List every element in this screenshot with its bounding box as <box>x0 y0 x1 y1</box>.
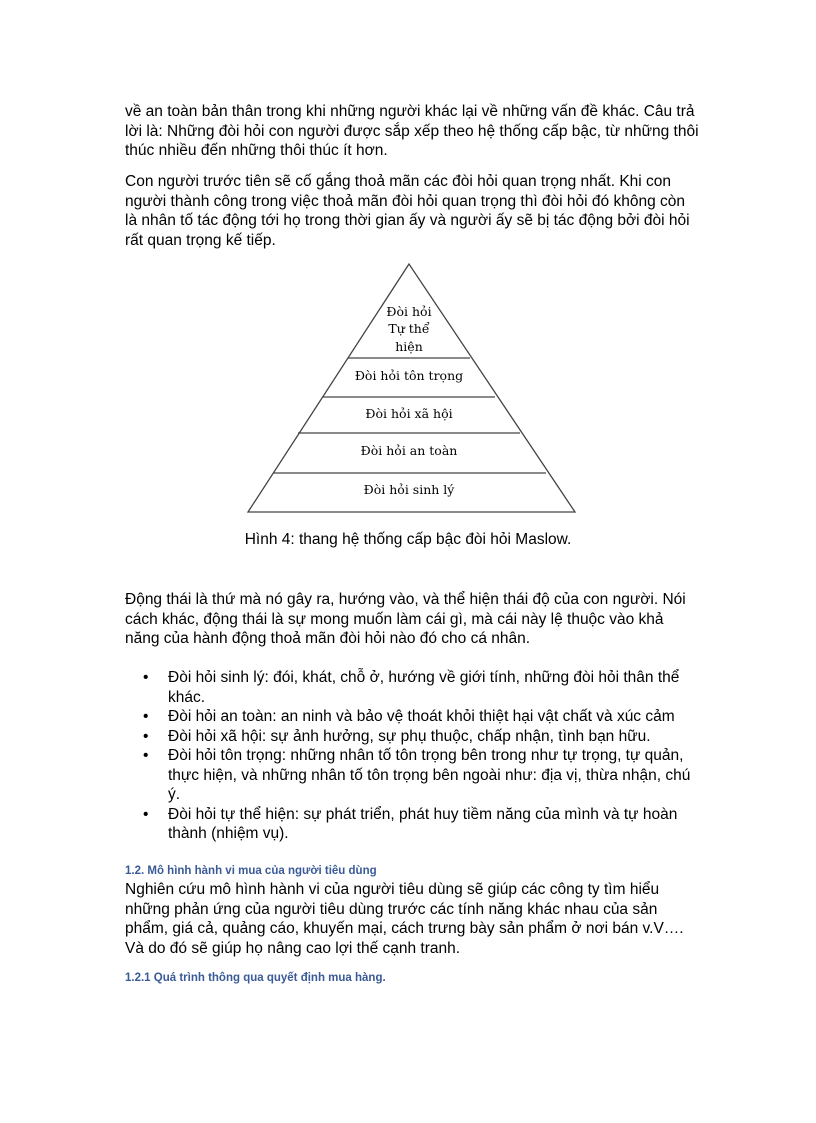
bullet-marker: • <box>143 805 149 823</box>
maslow-pyramid <box>238 258 583 516</box>
bullet-marker: • <box>143 727 149 745</box>
figure-caption: Hình 4: thang hệ thống cấp bậc đòi hỏi Maslow. <box>244 531 572 548</box>
paragraph-consumer-research: Nghiên cứu mô hình hành vi của người tiêu dùng sẽ giúp các công ty tìm hiểu những phản ứng của người tiêu dùng trước các tính năng khác nhau của sản phẩm, giá cả, quảng cáo, khuyến mại, cách trưng bày sản phẩm ở nơi bán v.V…. Và do đó sẽ giúp họ nâng cao lợi thế cạnh tranh. <box>125 881 684 957</box>
list-item-text: Đòi hỏi sinh lý: đói, khát, chỗ ở, hướng về giới tính, những đòi hỏi thân thể khác. <box>168 669 680 706</box>
pyramid-tier-safety: Đòi hỏi an toàn <box>360 443 458 458</box>
needs-bullet-list <box>125 668 700 844</box>
bullet-marker: • <box>143 747 149 764</box>
list-item-text: Đòi hỏi tôn trọng: những nhân tố tôn trọng bên trong như tự trọng, tự quản, thực hiện, và những nhân tố tôn trọng bên ngoài như: địa vị, thừa nhận, chú ý. <box>168 747 691 803</box>
list-item-text: Đòi hỏi xã hội: sự ảnh hưởng, sự phụ thuộc, chấp nhận, tình bạn hữu. <box>168 727 651 745</box>
pyramid-outline <box>248 264 575 512</box>
section-heading-consumer-model: 1.2. Mô hình hành vi mua của người tiêu dùng <box>125 865 377 877</box>
list-item <box>125 707 700 727</box>
subsection-heading-purchase-decision: 1.2.1 Quá trình thông qua quyết định mua hàng. <box>125 972 386 984</box>
bullet-marker: • <box>143 669 149 686</box>
list-item <box>125 805 700 844</box>
paragraph-intro: về an toàn bản thân trong khi những người khác lại về những vấn đề khác. Câu trả lời là: Những đòi hỏi con người được sắp xếp theo hệ thống cấp bậc, từ những thôi thúc nhiều đến những thôi thúc ít hơn. <box>125 103 699 159</box>
pyramid-top-label-line2: Tự thể <box>388 321 430 336</box>
paragraph-needs-priority: Con người trước tiên sẽ cố gắng thoả mãn các đòi hỏi quan trọng nhất. Khi con người thành công trong việc thoả mãn đòi hỏi quan trọng thì đòi hỏi đó không còn là nhân tố tác động tới họ trong thời gian ấy và người ấy sẽ bị tác động bởi đòi hỏi rất quan trọng kế tiếp. <box>125 173 690 249</box>
list-item <box>125 668 700 707</box>
list-item-text: Đòi hỏi an toàn: an ninh và bảo vệ thoát khỏi thiệt hại vật chất và xúc cảm <box>168 708 675 725</box>
bullet-marker: • <box>143 708 149 725</box>
maslow-pyramid-figure <box>238 258 583 516</box>
paragraph-behavior: Động thái là thứ mà nó gây ra, hướng vào, và thể hiện thái độ của con người. Nói cách khác, động thái là sự mong muốn làm cái gì, mà cái này lệ thuộc vào khả năng của hành động thoả mãn đòi hỏi nào đó cho cá nhân. <box>125 591 686 647</box>
pyramid-tier-social: Đòi hỏi xã hội <box>365 406 453 421</box>
pyramid-tier-esteem: Đòi hỏi tôn trọng <box>354 368 464 383</box>
pyramid-top-label-line3: hiện <box>395 339 423 354</box>
list-item <box>125 746 700 805</box>
pyramid-top-label-line1: Đòi hỏi <box>386 304 432 319</box>
pyramid-tier-physiological: Đòi hỏi sinh lý <box>363 482 455 497</box>
list-item-text: Đòi hỏi tự thể hiện: sự phát triển, phát huy tiềm năng của mình và tự hoàn thành (nhiệm vụ). <box>168 805 678 842</box>
list-item <box>125 727 700 747</box>
